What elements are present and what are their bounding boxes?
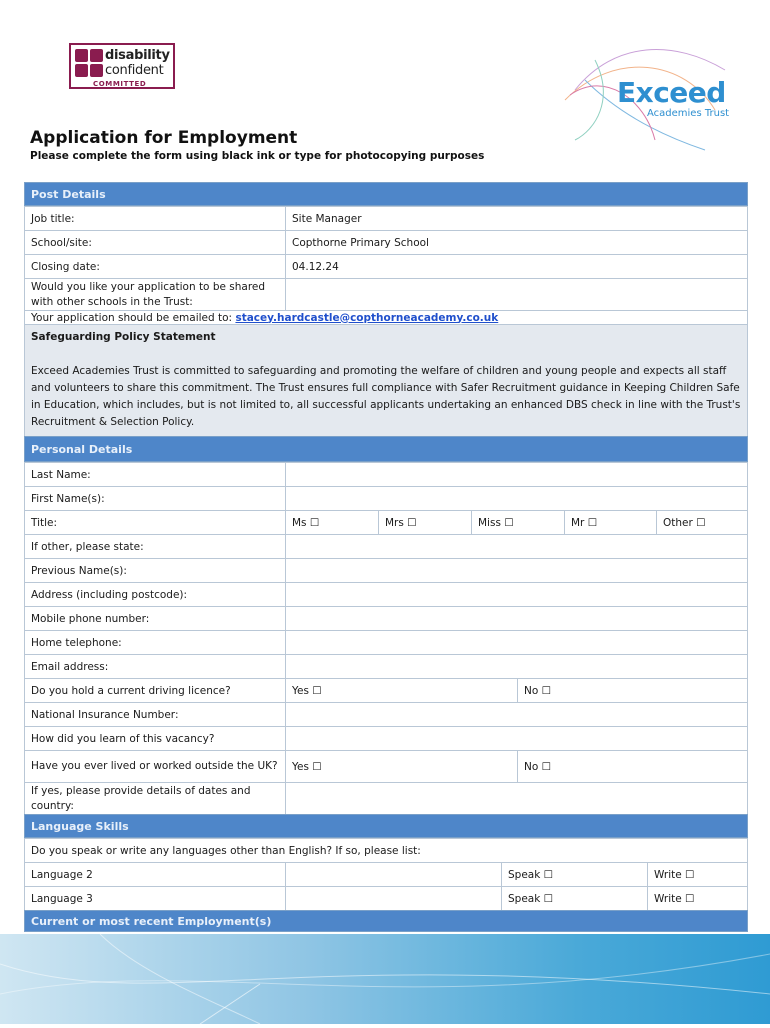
first-name-label: First Name(s): — [25, 487, 285, 510]
school-row — [24, 230, 748, 254]
previous-names-label: Previous Name(s): — [25, 559, 285, 582]
licence-label: Do you hold a current driving licence? — [25, 679, 285, 702]
abroad-no-checkbox[interactable]: No ☐ — [517, 751, 747, 782]
ni-label: National Insurance Number: — [25, 703, 285, 726]
safeguarding-statement — [24, 324, 748, 436]
dc-square-icon — [75, 49, 88, 62]
exceed-sub: Academies Trust — [647, 108, 730, 119]
share-label: Would you like your application to be shared with other schools in the Trust: — [25, 279, 285, 310]
job-title-field[interactable]: Site Manager — [285, 207, 747, 230]
licence-row — [24, 678, 748, 702]
page-subtitle: Please complete the form using black ink or type for photocopying purposes — [30, 150, 485, 162]
abroad-yes-checkbox[interactable]: Yes ☐ — [285, 751, 517, 782]
exceed-logo — [555, 40, 735, 152]
title-miss-checkbox[interactable]: Miss ☐ — [471, 511, 564, 534]
application-form — [24, 182, 748, 932]
language-3-write-checkbox[interactable]: Write ☐ — [647, 887, 747, 910]
closing-date-row — [24, 254, 748, 278]
vacancy-field[interactable] — [285, 727, 747, 750]
school-label: School/site: — [25, 231, 285, 254]
abroad-details-label: If yes, please provide details of dates and country: — [25, 783, 285, 814]
dc-square-icon — [75, 64, 88, 77]
last-name-label: Last Name: — [25, 463, 285, 486]
language-2-row — [24, 862, 748, 886]
language-question: Do you speak or write any languages other than English? If so, please list: — [31, 844, 421, 857]
job-title-label: Job title: — [25, 207, 285, 230]
share-field[interactable] — [285, 279, 747, 310]
school-field[interactable]: Copthorne Primary School — [285, 231, 747, 254]
language-2-write-checkbox[interactable]: Write ☐ — [647, 863, 747, 886]
vacancy-label: How did you learn of this vacancy? — [25, 727, 285, 750]
share-row — [24, 278, 748, 310]
job-title-row — [24, 206, 748, 230]
abroad-label: Have you ever lived or worked outside the UK? — [25, 751, 285, 782]
language-3-speak-checkbox[interactable]: Speak ☐ — [501, 887, 647, 910]
abroad-row — [24, 750, 748, 782]
email-link[interactable]: stacey.hardcastle@copthorneacademy.co.uk — [235, 311, 499, 324]
abroad-details-field[interactable] — [285, 783, 747, 814]
address-label: Address (including postcode): — [25, 583, 285, 606]
address-field[interactable] — [285, 583, 747, 606]
licence-no-checkbox[interactable]: No ☐ — [517, 679, 747, 702]
home-tel-field[interactable] — [285, 631, 747, 654]
title-other-checkbox[interactable]: Other ☐ — [656, 511, 747, 534]
footer-decoration — [0, 934, 770, 1024]
email-prefix: Your application should be emailed to: — [31, 311, 233, 324]
language-3-field[interactable] — [285, 887, 501, 910]
dc-line2: confident — [105, 63, 164, 78]
mobile-label: Mobile phone number: — [25, 607, 285, 630]
language-2-speak-checkbox[interactable]: Speak ☐ — [501, 863, 647, 886]
closing-date-field[interactable]: 04.12.24 — [285, 255, 747, 278]
email-row — [24, 310, 748, 324]
title-mrs-checkbox[interactable]: Mrs ☐ — [378, 511, 471, 534]
language-3-row — [24, 886, 748, 910]
first-name-field[interactable] — [285, 487, 747, 510]
exceed-brand: Exceed — [617, 76, 726, 109]
title-ms-checkbox[interactable]: Ms ☐ — [285, 511, 378, 534]
page-title: Application for Employment — [30, 128, 298, 148]
email-field[interactable] — [285, 655, 747, 678]
closing-date-label: Closing date: — [25, 255, 285, 278]
section-post-details: Post Details — [24, 182, 748, 206]
section-personal-details: Personal Details — [24, 436, 748, 462]
language-3-label: Language 3 — [25, 887, 285, 910]
title-mr-checkbox[interactable]: Mr ☐ — [564, 511, 656, 534]
previous-names-field[interactable] — [285, 559, 747, 582]
section-language-skills: Language Skills — [24, 814, 748, 838]
last-name-field[interactable] — [285, 463, 747, 486]
footer-swirl-icon — [0, 934, 770, 1024]
language-2-field[interactable] — [285, 863, 501, 886]
language-2-label: Language 2 — [25, 863, 285, 886]
safeguarding-title: Safeguarding Policy Statement — [31, 331, 216, 343]
email-label: Email address: — [25, 655, 285, 678]
title-row — [24, 510, 748, 534]
mobile-field[interactable] — [285, 607, 747, 630]
ni-field[interactable] — [285, 703, 747, 726]
home-tel-label: Home telephone: — [25, 631, 285, 654]
section-employment: Current or most recent Employment(s) — [24, 910, 748, 932]
dc-line1: disability — [105, 48, 170, 63]
dc-square-icon — [90, 64, 103, 77]
dc-line3: COMMITTED — [93, 80, 147, 88]
safeguarding-body: Exceed Academies Trust is committed to safeguarding and promoting the welfare of children and young people and expects all staff and volunteers to share this commitment. The Trust ensures full compliance with Safer Recruitment guidance in Keeping Children Safe in Education, which includes, but is not limited to, all successful applicants undertaking an enhanced DBS check in line with the Trust's Recruitment & Selection Policy. — [31, 365, 741, 428]
title-label: Title: — [25, 511, 285, 534]
disability-confident-logo — [69, 43, 175, 89]
licence-yes-checkbox[interactable]: Yes ☐ — [285, 679, 517, 702]
email-instruction — [25, 311, 747, 324]
dc-square-icon — [90, 49, 103, 62]
other-title-field[interactable] — [285, 535, 747, 558]
other-title-label: If other, please state: — [25, 535, 285, 558]
